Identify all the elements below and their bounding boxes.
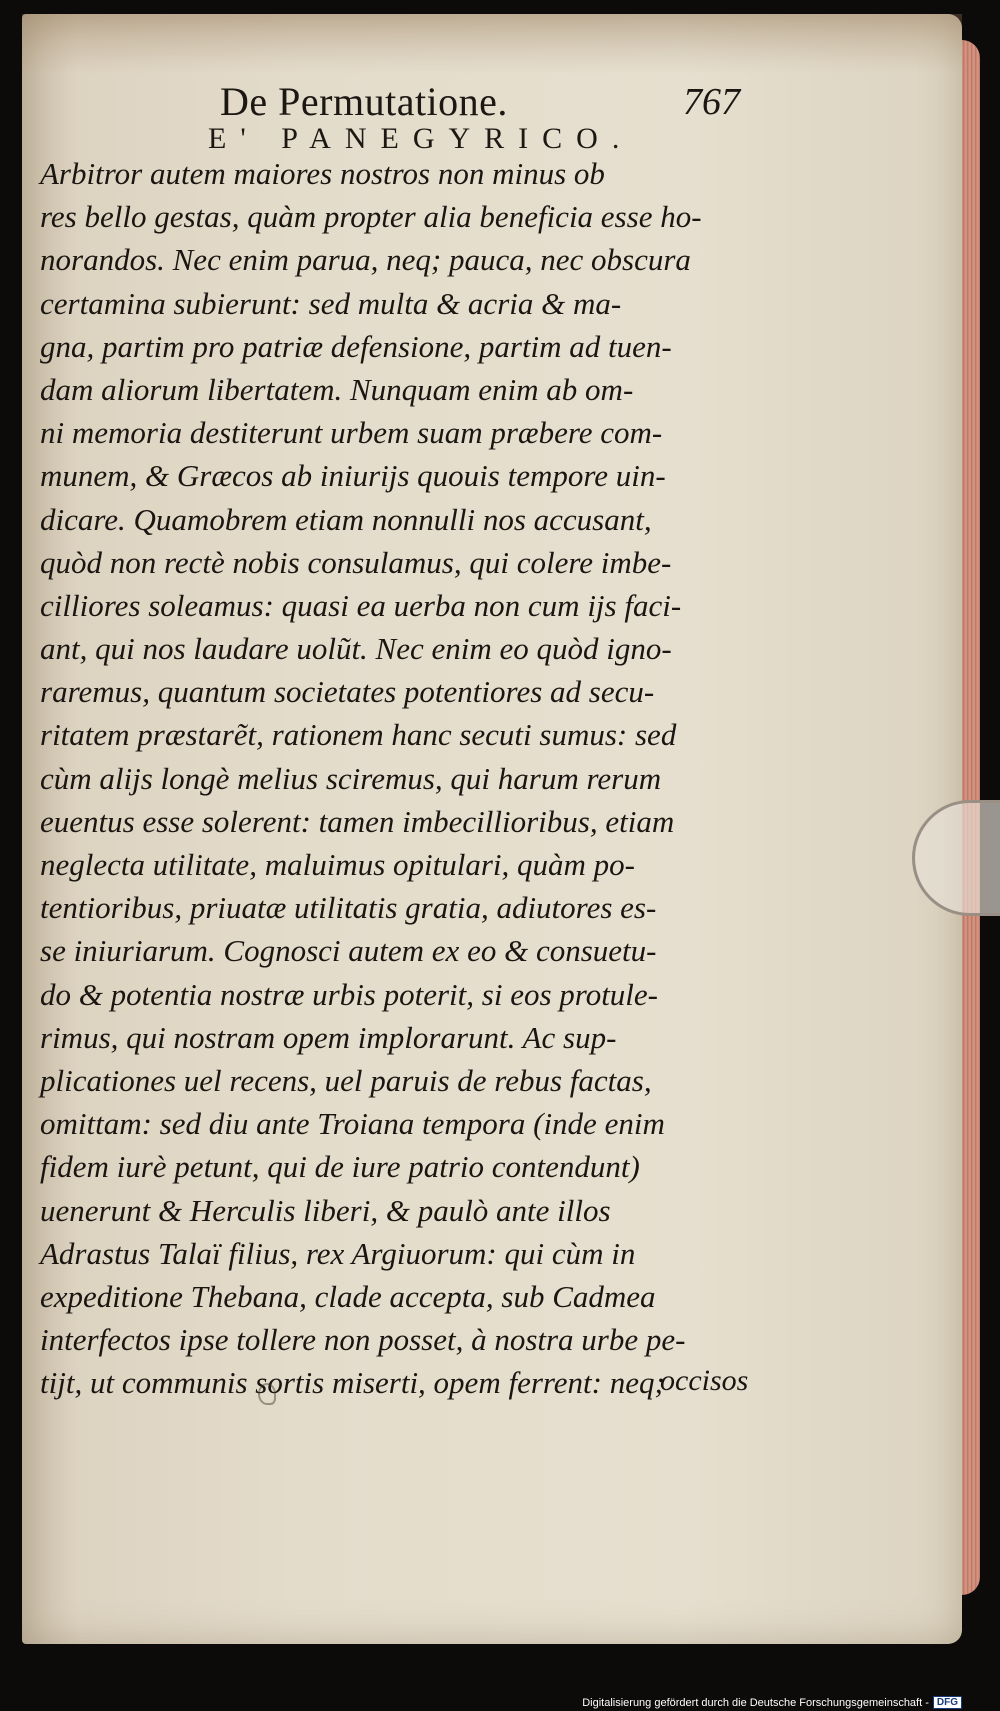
- body-line: fidem iurè petunt, qui de iure patrio contendunt): [40, 1149, 640, 1185]
- body-line: cilliores soleamus: quasi ea uerba non cum ijs faci-: [40, 587, 682, 623]
- credit-text: Digitalisierung gefördert durch die Deutsche Forschungsgemeinschaft -: [582, 1696, 929, 1709]
- body-line: interfectos ipse tollere non posset, à nostra urbe pe-: [40, 1322, 686, 1358]
- body-line: plicationes uel recens, uel paruis de rebus factas,: [40, 1062, 652, 1098]
- body-line: raremus, quantum societates potentiores ad secu-: [40, 674, 655, 710]
- body-line: tijt, ut communis sortis miserti, opem ferrent: neq;: [40, 1365, 665, 1401]
- body-line: res bello gestas, quàm propter alia beneficia esse ho-: [40, 199, 702, 235]
- ink-blot-mark: [258, 1383, 276, 1405]
- body-line: dicare. Quamobrem etiam nonnulli nos accusant,: [40, 501, 652, 537]
- body-line: uenerunt & Herculis liberi, & paulò ante illos: [40, 1192, 611, 1228]
- body-line: ni memoria destiterunt urbem suam præbere com-: [40, 415, 663, 451]
- body-line: cùm alijs longè melius sciremus, qui harum rerum: [40, 760, 662, 796]
- body-line: Arbitror autem maiores nostros non minus ob: [40, 156, 605, 191]
- body-line: gna, partim pro patriæ defensione, partim ad tuen-: [40, 328, 672, 364]
- body-text: [40, 152, 760, 1404]
- body-line: do & potentia nostræ urbis poterit, si eos protule-: [40, 976, 659, 1012]
- body-line: quòd non rectè nobis consulamus, qui colere imbe-: [40, 544, 672, 580]
- section-title: E' PANEGYRICO.: [208, 122, 634, 155]
- body-line: se iniuriarum. Cognosci autem ex eo & consuetu-: [40, 933, 657, 969]
- body-line: rimus, qui nostram opem implorarunt. Ac sup-: [40, 1019, 617, 1055]
- body-line: euentus esse solerent: tamen imbecillioribus, etiam: [40, 803, 675, 839]
- dfg-logo: DFG: [933, 1696, 962, 1709]
- body-line: norandos. Nec enim parua, neq; pauca, nec obscura: [40, 242, 691, 278]
- body-line: ritatem præstarẽt, rationem hanc secuti sumus: sed: [40, 717, 677, 753]
- body-line: dam aliorum libertatem. Nunquam enim ab om-: [40, 371, 634, 407]
- body-line: munem, & Græcos ab iniurijs quouis tempore uin-: [40, 458, 666, 494]
- body-line: ant, qui nos laudare uolũt. Nec enim eo quòd igno-: [40, 631, 672, 667]
- digitization-credit: [582, 1696, 962, 1709]
- body-line: expeditione Thebana, clade accepta, sub Cadmea: [40, 1278, 656, 1314]
- running-head: De Permutatione.: [220, 79, 508, 124]
- page-stain: [22, 14, 962, 74]
- page-number: 767: [683, 81, 740, 123]
- body-line: omittam: sed diu ante Troiana tempora (inde enim: [40, 1106, 665, 1142]
- body-line: Adrastus Talaï filius, rex Argiuorum: qui cùm in: [40, 1235, 636, 1271]
- body-line: neglecta utilitate, maluimus opitulari, quàm po-: [40, 847, 635, 882]
- catchword: occisos: [660, 1364, 749, 1397]
- body-line: certamina subierunt: sed multa & acria & ma-: [40, 285, 622, 321]
- body-line: tentioribus, priuatæ utilitatis gratia, adiutores es-: [40, 890, 657, 926]
